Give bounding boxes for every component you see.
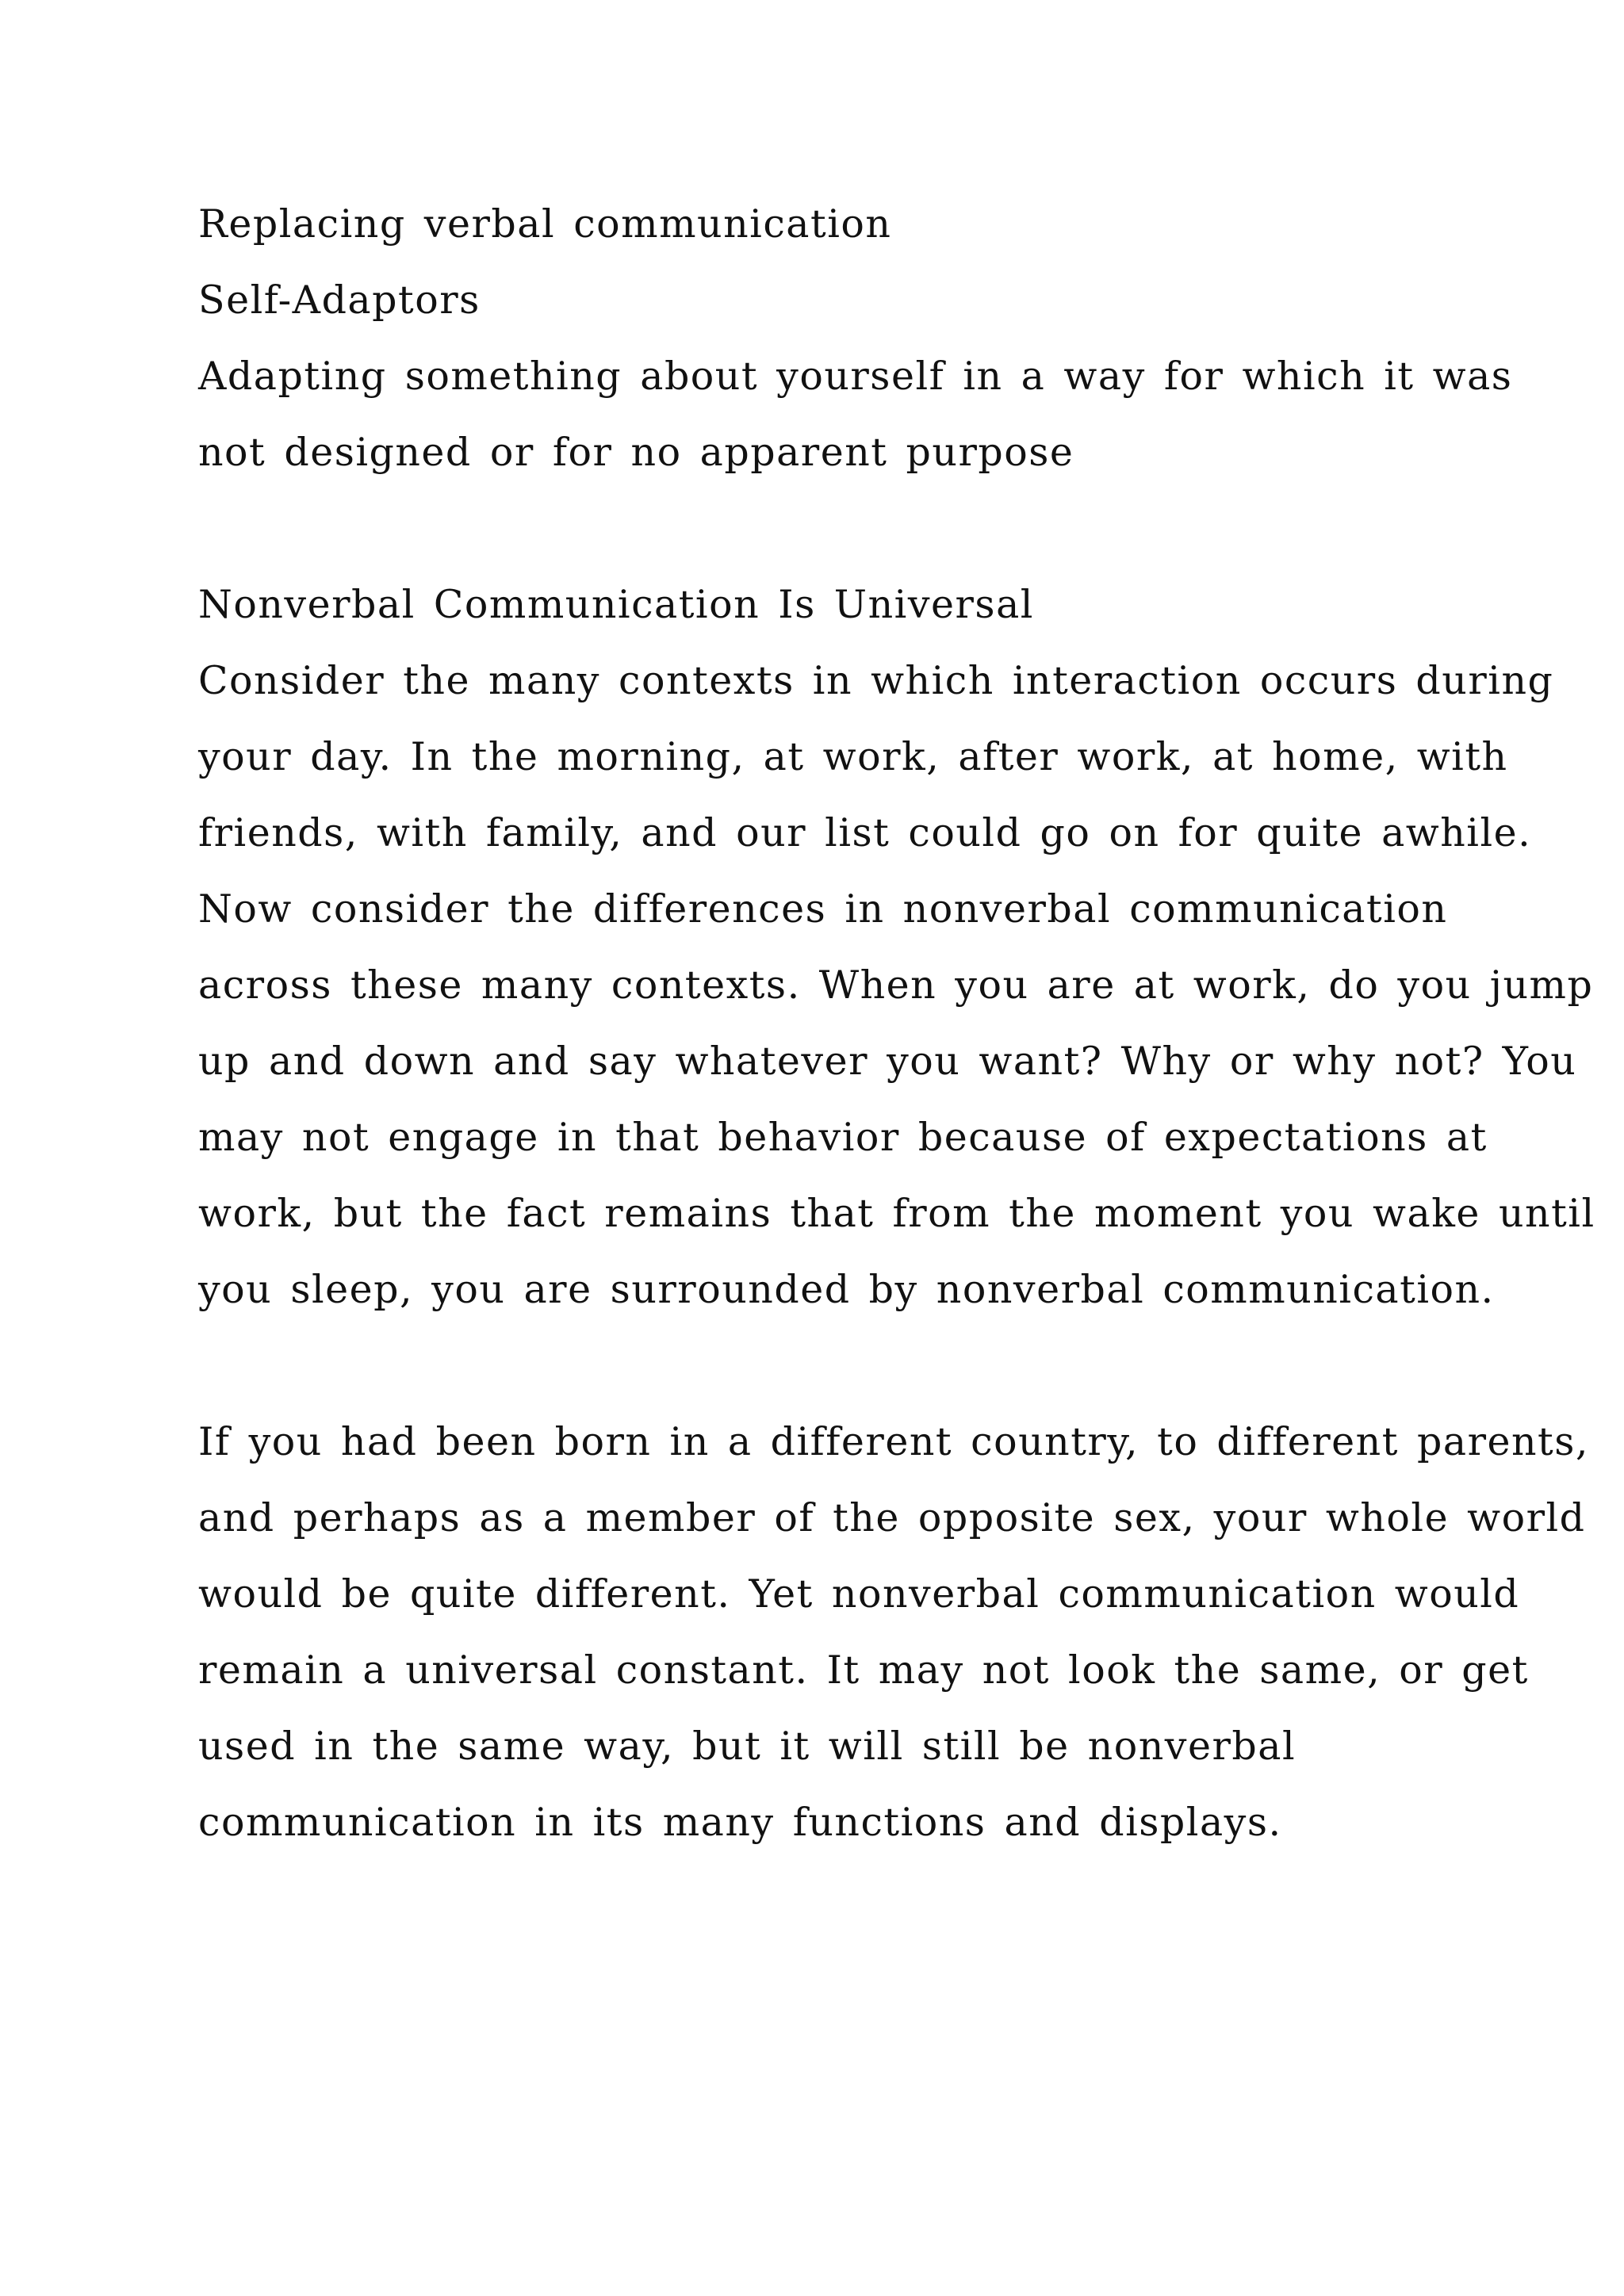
text-line: Replacing verbal communication [198, 201, 892, 247]
text-line: across these many contexts. When you are at work, do you jump [198, 962, 1594, 1008]
text-line: Now consider the differences in nonverbal communication [198, 886, 1448, 932]
paragraph-gap [198, 1328, 1467, 1404]
text-line: your day. In the morning, at work, after work, at home, with [198, 734, 1508, 779]
text-line: you sleep, you are surrounded by nonverbal communication. [198, 1267, 1495, 1312]
text-line: may not engage in that behavior because of expectations at [198, 1115, 1488, 1160]
text-line: up and down and say whatever you want? Why or why not? You [198, 1039, 1577, 1084]
section-heading: Nonverbal Communication Is Universal [198, 582, 1034, 627]
text-line: friends, with family, and our list could go on for quite awhile. [198, 810, 1532, 855]
text-line: If you had been born in a different country, to different parents, [198, 1419, 1589, 1464]
text-line: Consider the many contexts in which interaction occurs during [198, 658, 1554, 703]
text-line: work, but the fact remains that from the moment you wake until [198, 1191, 1595, 1236]
text-line: would be quite different. Yet nonverbal communication would [198, 1571, 1520, 1617]
text-line: and perhaps as a member of the opposite sex, your whole world [198, 1495, 1586, 1540]
text-line: communication in its many functions and displays. [198, 1800, 1282, 1845]
text-line: Adapting something about yourself in a way for which it was [198, 354, 1513, 399]
text-line: Self-Adaptors [198, 277, 481, 323]
text-line: remain a universal constant. It may not look the same, or get [198, 1647, 1529, 1693]
paragraph-gap [198, 491, 1467, 567]
document-body [198, 186, 1595, 1861]
text-line: used in the same way, but it will still be nonverbal [198, 1724, 1297, 1769]
text-line: not designed or for no apparent purpose [198, 430, 1074, 475]
